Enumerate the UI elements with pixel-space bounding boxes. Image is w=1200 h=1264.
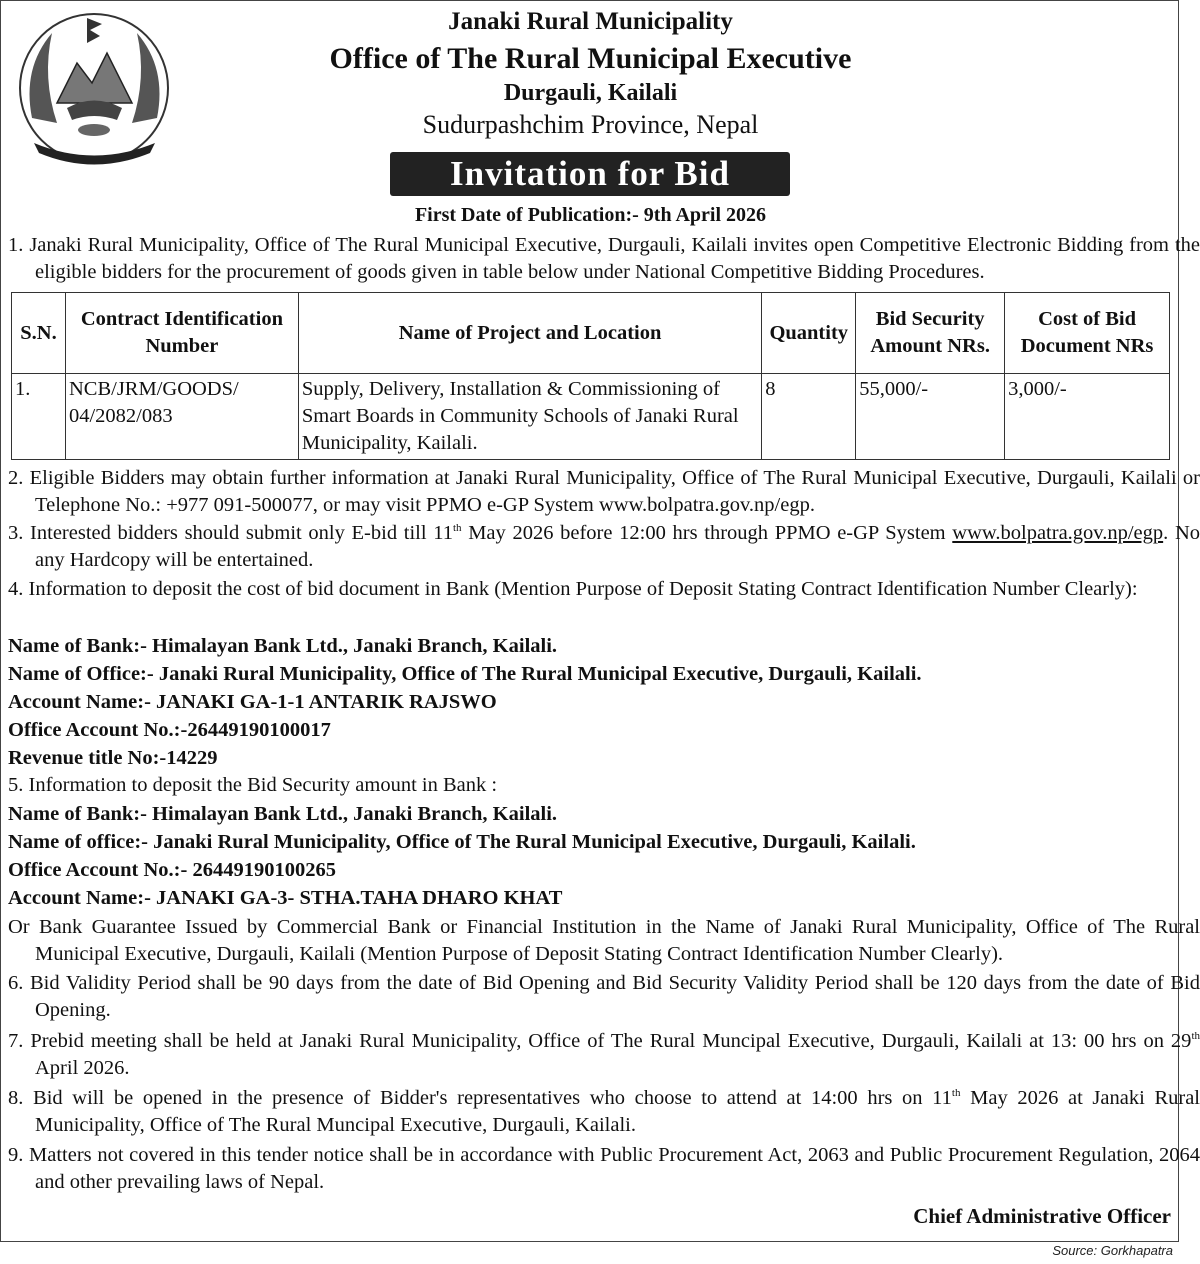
col-header-sn: S.N. (12, 293, 66, 374)
bank2-account-name: Account Name:- JANAKI GA-3- STHA.TAHA DHARO KHAT (8, 887, 563, 909)
bank1-office-name: Name of Office:- Janaki Rural Municipality, Office of The Rural Municipal Executive, Durgauli, Kailali. (8, 663, 922, 685)
cell-doc-cost: 3,000/- (1005, 374, 1170, 460)
paragraph-5b: Or Bank Guarantee Issued by Commercial Bank or Financial Institution in the Name of Janaki Rural Municipality, Office of The Rural Municipal Executive, Durgauli, Kailali (Mention Purpose of Deposit Stating Contract Identification Number Clearly). (8, 916, 1200, 965)
bank-info-1 (8, 632, 1173, 772)
col-header-doc-cost: Cost of Bid Document NRs (1005, 293, 1170, 374)
office-location: Durgauli, Kailali (503, 80, 678, 106)
bank2-office-name: Name of office:- Janaki Rural Municipality, Office of The Rural Municipal Executive, Durgauli, Kailali. (8, 831, 916, 853)
province: Sudurpashchim Province, Nepal (422, 110, 759, 139)
source-credit: Source: Gorkhapatra (1052, 1243, 1173, 1258)
bid-table (11, 292, 1170, 460)
bank1-account-name: Account Name:- JANAKI GA-1-1 ANTARIK RAJSWO (8, 691, 497, 713)
paragraph-7-text-a: 7. Prebid meeting shall be held at Janaki Rural Municipality, Office of The Rural Muncipal Executive, Durgauli, Kailali at 13: 00 hrs on 29 (8, 1030, 1192, 1052)
municipality-name: Janaki Rural Municipality (448, 8, 733, 35)
office-name: Office of The Rural Municipal Executive (329, 42, 852, 75)
paragraph-6: 6. Bid Validity Period shall be 90 days from the date of Bid Opening and Bid Security Validity Period shall be 120 days from the date of Bid Opening. (8, 972, 1200, 1021)
col-header-quantity: Quantity (762, 293, 856, 374)
bank1-account-no: Office Account No.:-26449190100017 (8, 719, 331, 741)
paragraph-8 (8, 1085, 1200, 1139)
cell-bid-security: 55,000/- (856, 374, 1005, 460)
paragraph-2: 2. Eligible Bidders may obtain further information at Janaki Rural Municipality, Office of The Rural Municipal Executive, Durgauli, Kailali or Telephone No.: +977 091-500077, or may visit PPMO e-GP System www.bolpatra.gov.np/egp. (8, 467, 1200, 516)
table-row (12, 374, 1170, 460)
paragraph-3-text-c: . No any Hardcopy will be entertained. (35, 522, 1200, 571)
paragraph-7 (8, 1028, 1200, 1082)
cell-contract-id: NCB/JRM/GOODS/ 04/2082/083 (65, 374, 298, 460)
bank2-account-no: Office Account No.:- 26449190100265 (8, 859, 336, 881)
bank2-bank-name: Name of Bank:- Himalayan Bank Ltd., Janaki Branch, Kailali. (8, 803, 558, 825)
paragraph-3-sup: th (452, 522, 462, 535)
cell-sn: 1. (12, 374, 66, 460)
paragraph-4: 4. Information to deposit the cost of bid document in Bank (Mention Purpose of Deposit Stating Contract Identification Number Clearly): (8, 578, 1138, 600)
paragraph-3-text-b: May 2026 before 12:00 hrs through PPMO e-GP System (461, 522, 953, 544)
bank1-revenue-title: Revenue title No:-14229 (8, 747, 218, 769)
col-header-project: Name of Project and Location (298, 293, 761, 374)
table-header-row (12, 293, 1170, 374)
notice-title: Invitation for Bid (390, 152, 790, 196)
paragraph-5: 5. Information to deposit the Bid Security amount in Bank : (8, 774, 498, 796)
paragraph-1: 1. Janaki Rural Municipality, Office of The Rural Municipal Executive, Durgauli, Kailali invites open Competitive Electronic Bidding from the eligible bidders for the procurement of goods given in table below under National Competitive Bidding Procedures. (8, 234, 1200, 283)
cell-project: Supply, Delivery, Installation & Commissioning of Smart Boards in Community Schools of Janaki Rural Municipality, Kailali. (298, 374, 761, 460)
bolpatra-link[interactable]: www.bolpatra.gov.np/egp (952, 522, 1164, 544)
col-header-bid-security: Bid Security Amount NRs. (856, 293, 1005, 374)
paragraph-8-text-b: May 2026 at Janaki Rural Municipality, Office of The Rural Muncipal Executive, Durgauli, Kailali. (35, 1087, 1200, 1136)
paragraph-3-text-a: 3. Interested bidders should submit only E-bid till 11 (8, 522, 453, 544)
paragraph-3 (8, 520, 1200, 574)
cell-quantity: 8 (762, 374, 856, 460)
bank-info-2 (8, 800, 1173, 912)
paragraph-8-sup: th (951, 1087, 961, 1100)
paragraph-9: 9. Matters not covered in this tender notice shall be in accordance with Public Procurement Act, 2063 and Public Procurement Regulation, 2064 and other prevailing laws of Nepal. (8, 1144, 1200, 1193)
signatory-title: Chief Administrative Officer (913, 1204, 1171, 1228)
paragraph-7-text-b: April 2026. (35, 1057, 130, 1079)
paragraph-7-sup: th (1191, 1030, 1200, 1043)
publication-date: First Date of Publication:- 9th April 2026 (414, 204, 767, 226)
bank1-bank-name: Name of Bank:- Himalayan Bank Ltd., Janaki Branch, Kailali. (8, 635, 558, 657)
col-header-contract-id: Contract Identification Number (65, 293, 298, 374)
paragraph-8-text-a: 8. Bid will be opened in the presence of Bidder's representatives who choose to attend at 14:00 hrs on 11 (8, 1087, 952, 1109)
